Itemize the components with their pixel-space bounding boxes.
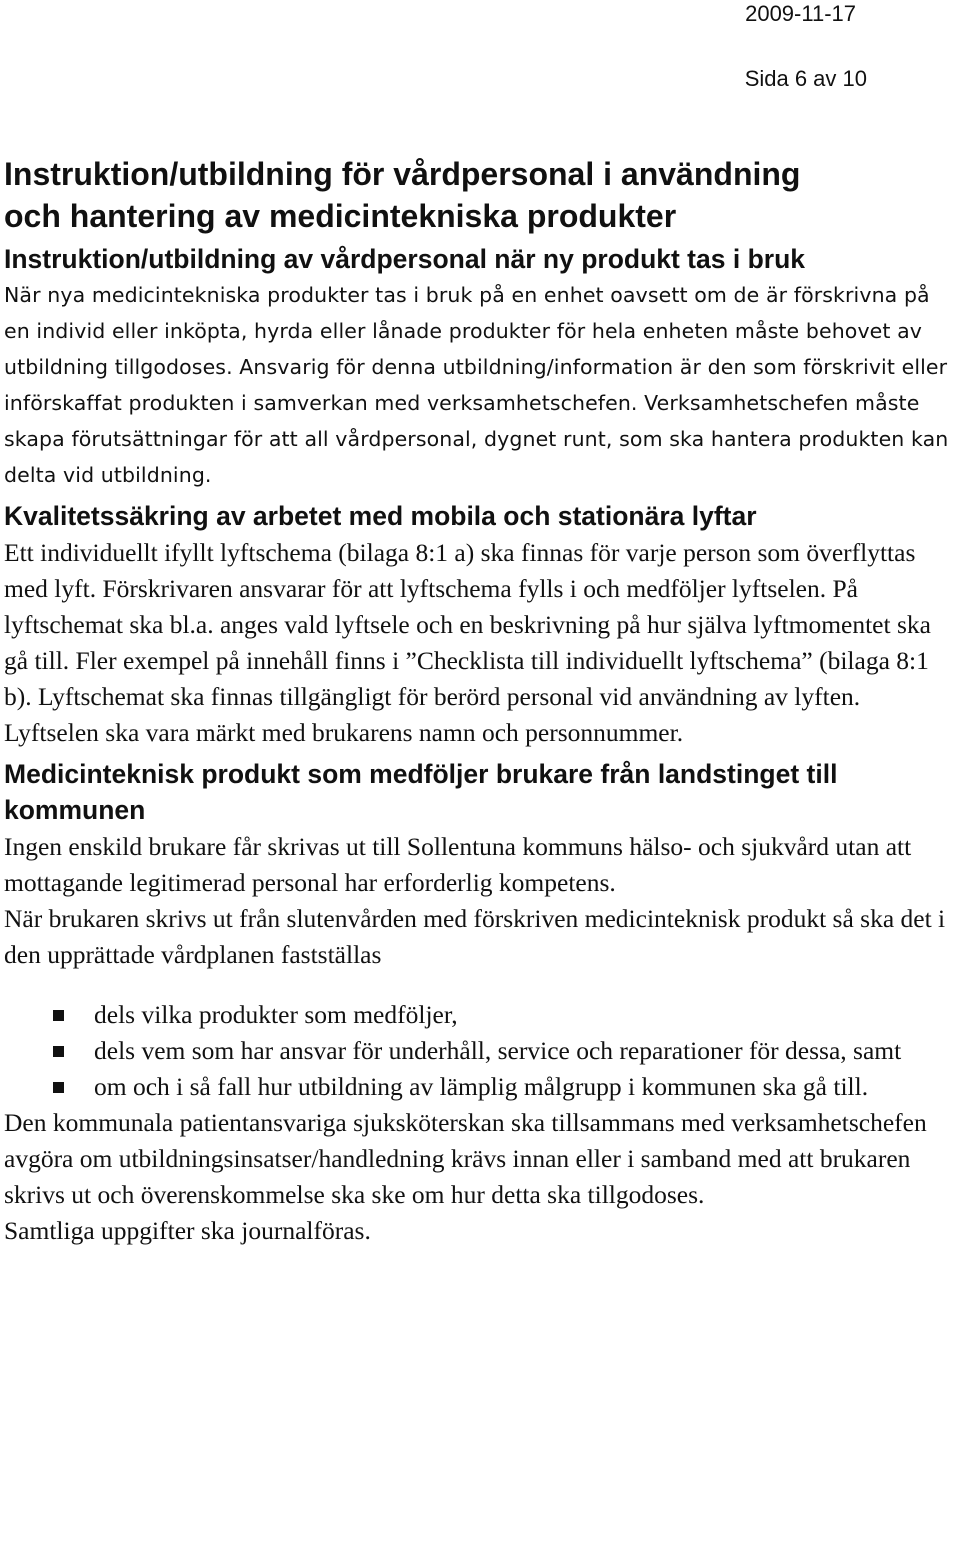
section-heading-lift-quality: Kvalitetssäkring av arbetet med mobila och stationära lyftar [4, 501, 757, 531]
paragraph-journal: Samtliga uppgifter ska journalföras. [4, 1216, 371, 1245]
document-body [4, 153, 958, 1249]
list-item [4, 1033, 958, 1069]
page-number: Sida 6 av 10 [744, 66, 867, 91]
list-item [4, 997, 958, 1033]
list-item [4, 1069, 958, 1105]
section-body-new-product-training: När nya medicintekniska produkter tas i bruk på en enhet oavsett om de är förskrivna på en individ eller inköpta, hyrda eller lånade produkter för hela enheten måste behovet av utbildning tillgodoses. Ansvarig för denna utbildning/information är den som förskrivit eller införskaffat produkten i samverkan med verksamhetschefen. Verksamhetschefen måste skapa förutsättningar för att all vårdpersonal, dygnet runt, som ska hantera produkten kan delta vid utbildning. [4, 283, 949, 487]
document-title-line-2: och hantering av medicintekniska produkter [4, 198, 677, 234]
square-bullet-icon [53, 1082, 64, 1093]
section-body-lift-quality: Ett individuellt ifyllt lyftschema (bilaga 8:1 a) ska finnas för varje person som överflyttas med lyft. Förskrivaren ansvarar för att lyftschema fylls i och medföljer lyftselen. På lyftschemat ska bl.a. anges vald lyftsele och en beskrivning på hur själva lyftmomentet ska gå till. Fler exempel på innehåll finns i ”Checklista till individuellt lyftschema” (bilaga 8:1 b). Lyftschemat ska finnas tillgängligt för berörd personal vid användning av lyften. Lyftselen ska vara märkt med brukarens namn och personnummer. [4, 538, 931, 747]
list-item-text: dels vem som har ansvar för underhåll, service och reparationer för dessa, samt [94, 1036, 902, 1065]
section-heading-new-product-training: Instruktion/utbildning av vårdpersonal när ny produkt tas i bruk [4, 244, 805, 274]
paragraph-nurse-responsibility: Den kommunala patientansvariga sjuksköterskan ska tillsammans med verksamhetschefen avgöra om utbildningsinsatser/handledning krävs innan eller i samband med att brukaren skrivs ut och överenskommelse ska ske om hur detta ska tillgodoses. [4, 1108, 927, 1209]
list-item-text: om och i så fall hur utbildning av lämplig målgrupp i kommunen ska gå till. [94, 1072, 869, 1101]
care-plan-bullet-list [4, 997, 958, 1105]
square-bullet-icon [53, 1046, 64, 1057]
paragraph-discharge-competence: Ingen enskild brukare får skrivas ut till Sollentuna kommuns hälso- och sjukvård utan att mottagande legitimerad personal har erforderlig kompetens. [4, 832, 912, 897]
document-title-line-1: Instruktion/utbildning för vårdpersonal i användning [4, 156, 801, 192]
square-bullet-icon [53, 1010, 64, 1021]
document-title [4, 153, 958, 237]
section-heading-product-transfer: Medicinteknisk produkt som medföljer brukare från landstinget till kommunen [4, 759, 838, 825]
paragraph-care-plan: När brukaren skrivs ut från slutenvården med förskriven medicinteknisk produkt så ska det i den upprättade vårdplanen fastställas [4, 904, 946, 969]
list-item-text: dels vilka produkter som medföljer, [94, 1000, 458, 1029]
document-date: 2009-11-17 [745, 1, 856, 26]
